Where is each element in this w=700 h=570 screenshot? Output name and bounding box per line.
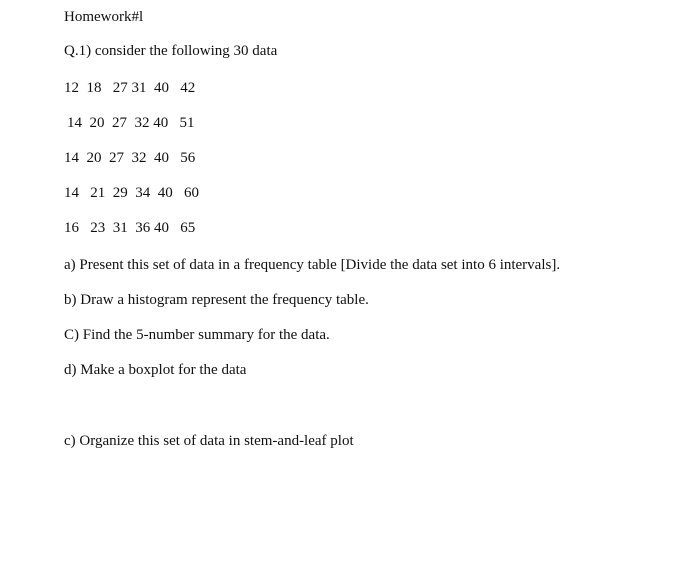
homework-title: Homework#l [64,9,144,25]
data-row-1: 12 18 27 31 40 42 [64,80,196,96]
data-row-4: 14 21 29 34 40 60 [64,185,199,201]
data-row-2: 14 20 27 32 40 51 [67,115,195,131]
part-b: b) Draw a histogram represent the frequency table. [64,292,369,308]
question-heading: Q.1) consider the following 30 data [64,43,278,59]
data-row-5: 16 23 31 36 40 65 [64,220,196,236]
part-a: a) Present this set of data in a frequency table [Divide the data set into 6 intervals]. [64,257,561,273]
part-d: d) Make a boxplot for the data [64,362,247,378]
part-e: c) Organize this set of data in stem-and-leaf plot [64,433,354,449]
data-row-3: 14 20 27 32 40 56 [64,150,196,166]
part-c: C) Find the 5-number summary for the data. [64,327,330,343]
